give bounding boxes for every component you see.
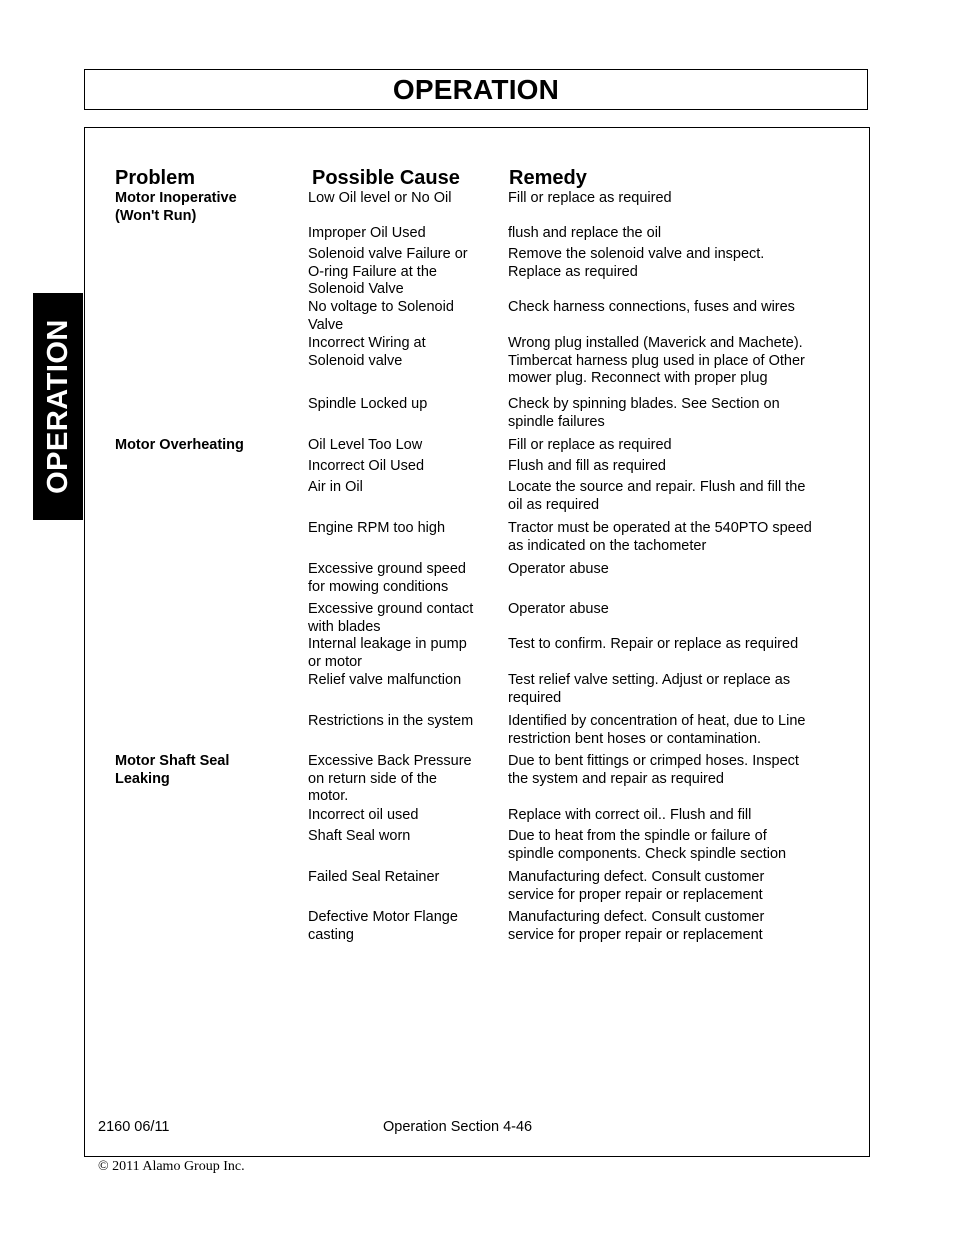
remedy-cell: Test to confirm. Repair or replace as required	[508, 636, 799, 652]
cause-cell: Shaft Seal worn	[308, 828, 411, 844]
remedy-cell: Identified by concentration of heat, due to Line restriction bent hoses or contamination.	[508, 713, 806, 747]
remedy-cell: Fill or replace as required	[508, 437, 672, 453]
cause-cell: Incorrect Oil Used	[308, 458, 425, 474]
problem-cell: Motor Inoperative (Won't Run)	[115, 190, 237, 224]
section-side-tab	[33, 293, 83, 520]
remedy-cell: flush and replace the oil	[508, 225, 662, 241]
cause-cell: Excessive ground speed for mowing conditions	[308, 561, 466, 595]
cause-cell: Oil Level Too Low	[308, 437, 423, 453]
footer-section: Operation Section 4-46	[383, 1119, 533, 1135]
cause-cell: Incorrect Wiring at Solenoid valve	[308, 335, 426, 369]
cause-cell: Improper Oil Used	[308, 225, 426, 241]
remedy-cell: Operator abuse	[508, 601, 609, 617]
remedy-cell: Replace with correct oil.. Flush and fill	[508, 807, 752, 823]
remedy-cell: Check harness connections, fuses and wires	[508, 299, 795, 315]
cause-cell: Incorrect oil used	[308, 807, 419, 823]
remedy-cell: Due to bent fittings or crimped hoses. Inspect the system and repair as required	[508, 753, 799, 787]
cause-cell: Relief valve malfunction	[308, 672, 462, 688]
cause-cell: Defective Motor Flange casting	[308, 909, 458, 943]
cause-cell: Air in Oil	[308, 479, 363, 495]
remedy-cell: Wrong plug installed (Maverick and Machete). Timbercat harness plug used in place of Other mower plug. Reconnect with proper plug	[508, 335, 805, 386]
cause-cell: Restrictions in the system	[308, 713, 474, 729]
column-header-problem: Problem	[115, 167, 196, 189]
remedy-cell: Remove the solenoid valve and inspect. Replace as required	[508, 246, 765, 280]
cause-cell: Low Oil level or No Oil	[308, 190, 452, 206]
cause-cell: Solenoid valve Failure or O-ring Failure at the Solenoid Valve	[308, 246, 468, 297]
remedy-cell: Check by spinning blades. See Section on spindle failures	[508, 396, 780, 430]
section-side-tab-label: OPERATION	[41, 319, 74, 494]
problem-cell: Motor Shaft Seal Leaking	[115, 753, 230, 787]
cause-cell: Internal leakage in pump or motor	[308, 636, 467, 670]
cause-cell: Excessive ground contact with blades	[308, 601, 474, 635]
cause-cell: Failed Seal Retainer	[308, 869, 440, 885]
page-title-box	[84, 69, 868, 110]
column-header-remedy: Remedy	[509, 167, 587, 189]
cause-cell: No voltage to Solenoid Valve	[308, 299, 454, 333]
cause-cell: Engine RPM too high	[308, 520, 446, 536]
footer-model-date: 2160 06/11	[98, 1119, 170, 1135]
remedy-cell: Manufacturing defect. Consult customer service for proper repair or replacement	[508, 909, 765, 943]
cause-cell: Excessive Back Pressure on return side of the motor.	[308, 753, 472, 804]
page-title: OPERATION	[392, 73, 560, 105]
remedy-cell: Tractor must be operated at the 540PTO speed as indicated on the tachometer	[508, 520, 812, 554]
remedy-cell: Due to heat from the spindle or failure of spindle components. Check spindle section	[508, 828, 787, 862]
column-header-possible-cause: Possible Cause	[312, 167, 460, 189]
remedy-cell: Flush and fill as required	[508, 458, 666, 474]
remedy-cell: Locate the source and repair. Flush and fill the oil as required	[508, 479, 806, 513]
remedy-cell: Test relief valve setting. Adjust or replace as required	[508, 672, 791, 706]
copyright-notice: © 2011 Alamo Group Inc.	[98, 1159, 245, 1174]
remedy-cell: Fill or replace as required	[508, 190, 672, 206]
remedy-cell: Manufacturing defect. Consult customer service for proper repair or replacement	[508, 869, 765, 903]
remedy-cell: Operator abuse	[508, 561, 609, 577]
cause-cell: Spindle Locked up	[308, 396, 428, 412]
problem-cell: Motor Overheating	[115, 437, 244, 453]
